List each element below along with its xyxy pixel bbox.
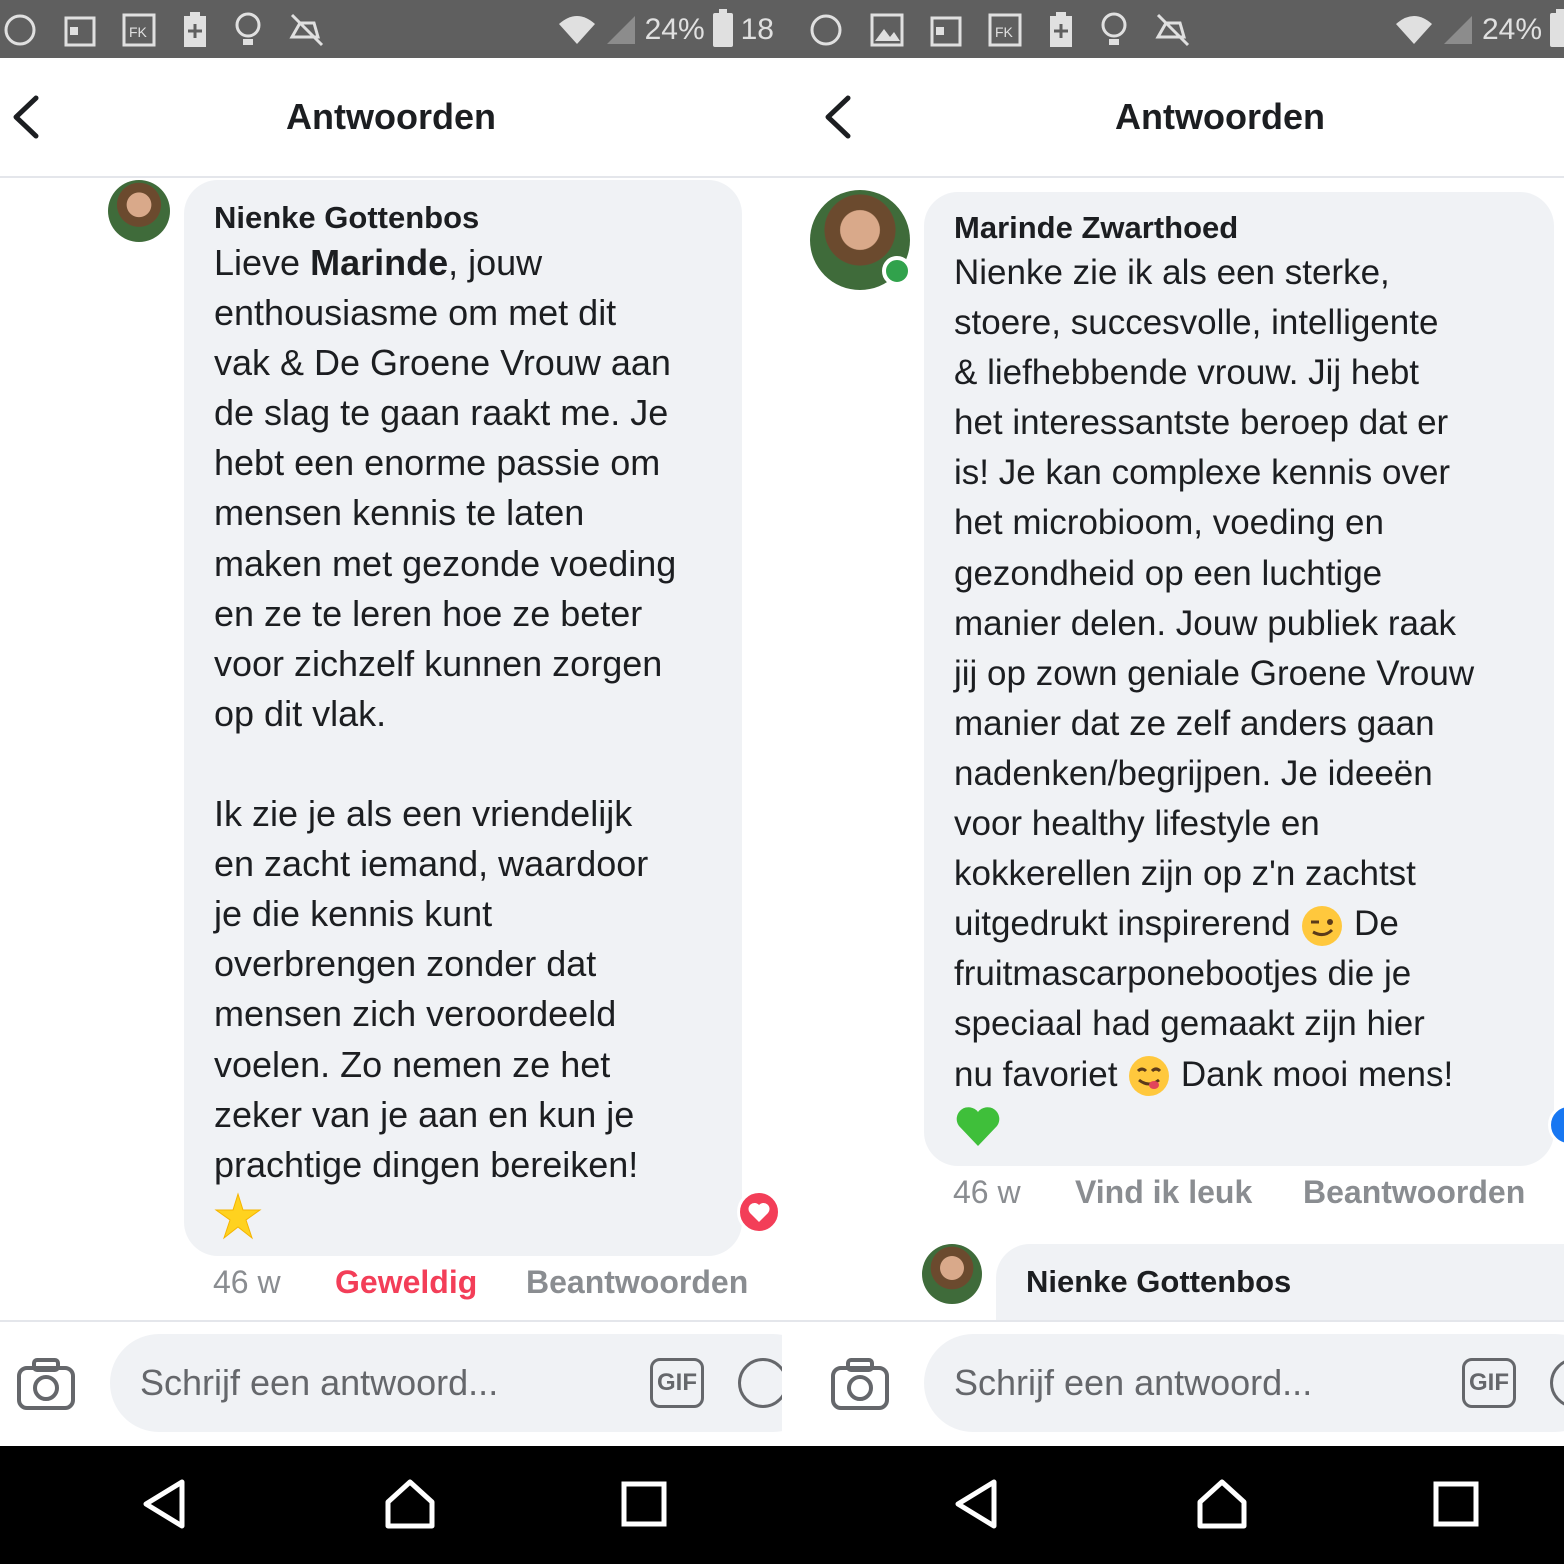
comment-bubble[interactable] [924, 192, 1554, 1166]
battery-icon [713, 13, 733, 47]
page-title: Antwoorden [286, 96, 496, 137]
green-heart-icon [954, 1104, 1002, 1148]
app-icon [122, 13, 156, 47]
avatar[interactable] [108, 180, 170, 242]
comment-greeting: Lieve [214, 242, 311, 283]
svg-text:FK: FK [995, 24, 1013, 40]
notification-icons [782, 10, 1192, 50]
page-title: Antwoorden [1115, 96, 1325, 137]
battery-plus-icon [182, 12, 208, 48]
comment-actions [213, 1264, 773, 1304]
reaction-button[interactable]: Geweldig [335, 1264, 478, 1300]
emoji-smiley-icon[interactable] [738, 1358, 782, 1408]
signal-icon [1442, 14, 1474, 46]
calendar-icon [64, 13, 96, 47]
camera-icon[interactable] [16, 1356, 76, 1412]
status-bar [0, 0, 782, 58]
love-reaction-icon[interactable] [737, 1190, 781, 1234]
comment-actions [953, 1174, 1553, 1214]
header [0, 58, 782, 178]
yum-emoji-icon [1127, 1054, 1171, 1098]
wifi-icon [557, 14, 597, 46]
recents-nav-icon[interactable] [1428, 1476, 1484, 1532]
sync-off-icon [288, 13, 326, 47]
like-button[interactable]: Vind ik leuk [1075, 1174, 1253, 1210]
comment-author[interactable]: Nienke Gottenbos [214, 200, 480, 235]
comment-timestamp: 46 w [213, 1264, 281, 1300]
comment-body-part-1: Nienke zie ik als een sterke, stoere, succesvolle, intelligente & liefhebbende vrouw. Jij hebt het interessantste beroep dat er is! Je kan complexe kennis over het microbioom, voeding en gezondheid op een luchtige manier delen. Jouw publiek raak jij op zown geniale Groene Vrouw manier dat ze zelf anders gaan nadenken/begrijpen. Je ideeën voor healthy lifestyle en kokkerellen zijn op z'n zachtst uitgedrukt inspirerend [954, 253, 1475, 944]
gif-button[interactable]: GIF [650, 1358, 704, 1408]
comment-text [954, 248, 1554, 1150]
system-status [1394, 10, 1564, 50]
reply-button[interactable]: Beantwoorden [1303, 1174, 1526, 1210]
heart-icon [747, 1201, 771, 1223]
gif-button[interactable]: GIF [1462, 1358, 1516, 1408]
home-nav-icon[interactable] [1194, 1476, 1250, 1532]
comment-bubble[interactable] [184, 180, 742, 1256]
header [782, 58, 1564, 178]
reply-author[interactable]: Nienke Gottenbos [1026, 1264, 1292, 1299]
reply-composer [782, 1320, 1564, 1448]
comment-body-part-2: De fruitmascarponebootjes die je speciaal had gemaakt zijn hier nu favoriet [954, 904, 1425, 1094]
camera-icon[interactable] [830, 1356, 890, 1412]
wink-emoji-icon [1300, 904, 1344, 948]
notification-icons [0, 10, 326, 50]
reply-composer [0, 1320, 782, 1448]
sync-off-icon [1154, 13, 1192, 47]
home-nav-icon[interactable] [382, 1476, 438, 1532]
reply-button[interactable]: Beantwoorden [526, 1264, 749, 1300]
mention-link[interactable]: Marinde [310, 242, 449, 283]
comment-author[interactable]: Marinde Zwarthoed [954, 210, 1239, 245]
calendar-icon [930, 13, 962, 47]
status-bar [782, 0, 1564, 58]
reply-avatar[interactable] [922, 1244, 982, 1304]
comment-body-part-3: Dank mooi mens! [1180, 1054, 1454, 1094]
battery-percent: 24% [1481, 13, 1542, 46]
app-icon [988, 13, 1022, 47]
comment-timestamp: 46 w [953, 1174, 1021, 1210]
svg-text:FK: FK [129, 24, 147, 40]
android-nav-bar [782, 1446, 1564, 1564]
whatsapp-icon [2, 12, 38, 48]
comment-text [214, 238, 732, 1190]
online-indicator [882, 256, 912, 286]
wifi-icon [1394, 14, 1434, 46]
right-screen [782, 0, 1564, 1564]
battery-percent: 24% [644, 13, 705, 46]
android-nav-bar [0, 1446, 782, 1564]
whatsapp-icon [808, 12, 844, 48]
lightbulb-icon [1100, 11, 1128, 49]
sparkle-star-icon [214, 1192, 262, 1240]
recents-nav-icon[interactable] [616, 1476, 672, 1532]
clock: 18 [740, 13, 774, 46]
image-icon [870, 13, 904, 47]
back-arrow-icon[interactable] [818, 92, 858, 142]
comment-body: , jouw enthousiasme om met dit vak & De Groene Vrouw aan de slag te gaan raakt me. Je hebt een enorme passie om mensen kennis te laten maken met gezonde voeding en ze te leren hoe ze beter voor zichzelf kunnen zorgen op dit vlak. Ik zie je als een vriendelijk en zacht iemand, waardoor je die kennis kunt overbrengen zonder dat mensen zich veroordeeld voelen. Zo nemen ze het zeker van je aan en kun je prachtige dingen bereiken! [214, 242, 677, 1185]
lightbulb-icon [234, 11, 262, 49]
system-status [557, 10, 774, 50]
signal-icon [605, 14, 637, 46]
back-nav-icon[interactable] [138, 1476, 194, 1532]
back-nav-icon[interactable] [950, 1476, 1006, 1532]
battery-icon [1550, 13, 1564, 47]
battery-plus-icon [1048, 12, 1074, 48]
